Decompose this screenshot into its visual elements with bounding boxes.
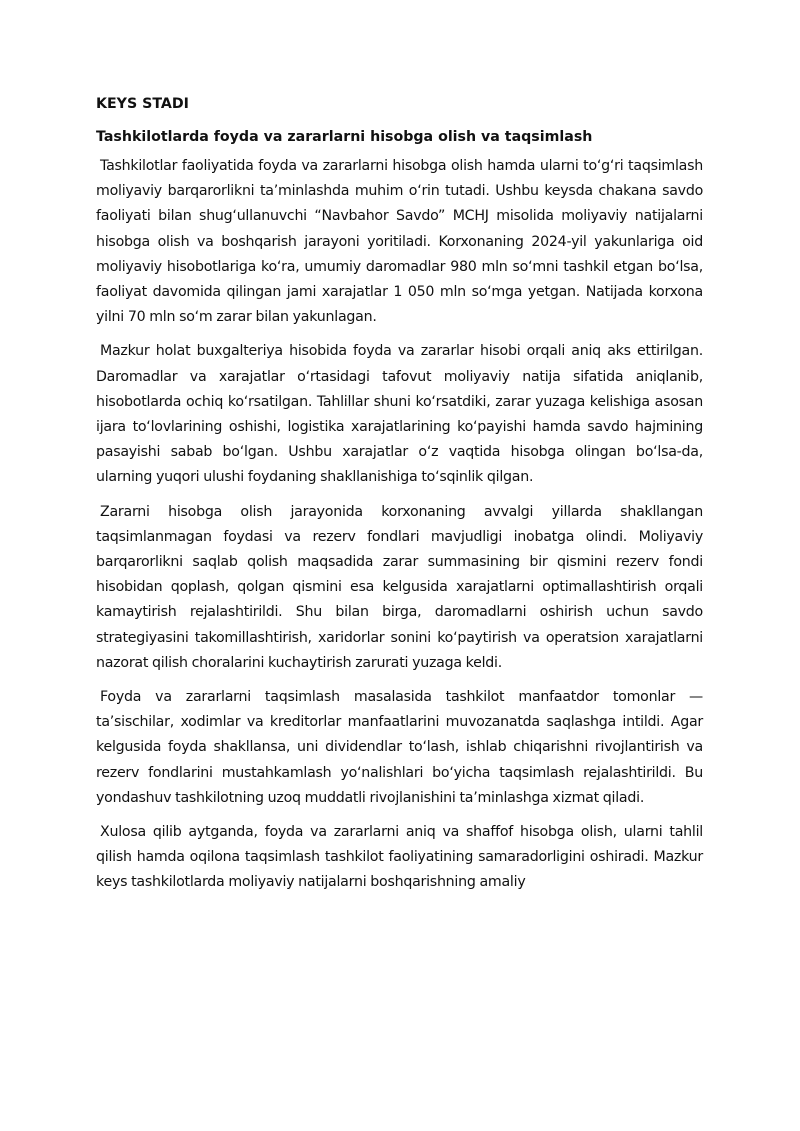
document-heading: KEYS STADI — [96, 96, 189, 112]
document-title: Tashkilotlarda foyda va zararlarni hisobga olish va taqsimlash — [96, 129, 593, 145]
paragraph-conclusion: Xulosa qilib aytganda, foyda va zararlarni aniq va shaffof hisobga olish, ularni tahlil qilish hamda oqilona taqsimlash tashkilot faoliyatining samaradorligini oshiradi. Mazkur keys tashkilotlarda moliyaviy natijalarni boshqarishning amaliy — [96, 824, 703, 891]
paragraph-profit-distribution: Foyda va zararlarni taqsimlash masalasida tashkilot manfaatdor tomonlar — ta’sischilar, xodimlar va kreditorlar manfaatlarini muvozanatda saqlashga intildi. Agar kelgusida foyda shakllansa, uni dividendlar to‘lash, ishlab chiqarishni rivojlantirish va rezerv fondlarini mustahkamlash yo‘nalishlari bo‘yicha taqsimlash rejalashtirildi. Bu yondashuv tashkilotning uzoq muddatli rivojlanishini ta’minlashga xizmat qiladi. — [96, 689, 703, 806]
paragraph-accounting: Mazkur holat buxgalteriya hisobida foyda va zararlar hisobi orqali aniq aks ettirilgan. Daromadlar va xarajatlar o‘rtasidagi tafovut moliyaviy natija sifatida aniqlanib, hisobotlarda ochiq ko‘rsatilgan. Tahlillar shuni ko‘rsatdiki, zarar yuzaga kelishiga asosan ijara to‘lovlarining oshishi, logistika xarajatlarining ko‘payishi hamda savdo hajmining pasayishi sabab bo‘lgan. Ushbu xarajatlar o‘z vaqtida hisobga olingan bo‘lsa-da, ularning yuqori ulushi foydaning shakllanishiga to‘sqinlik qilgan. — [96, 343, 703, 486]
document-page — [96, 92, 703, 905]
paragraph-intro: Tashkilotlar faoliyatida foyda va zararlarni hisobga olish hamda ularni to‘g‘ri taqsimlash moliyaviy barqarorlikni ta’minlashda muhim o‘rin tutadi. Ushbu keysda chakana savdo faoliyati bilan shug‘ullanuvchi “Navbahor Savdo” MCHJ misolida moliyaviy natijalarni hisobga olish va boshqarish jarayoni yoritiladi. Korxonaning 2024-yil yakunlariga oid moliyaviy hisobotlariga ko‘ra, umumiy daromadlar 980 mln so‘mni tashkil etgan bo‘lsa, faoliyat davomida qilingan jami xarajatlar 1 050 mln so‘mga yetgan. Natijada korxona yilni 70 mln so‘m zarar bilan yakunlagan. — [96, 158, 703, 326]
paragraph-loss-coverage: Zararni hisobga olish jarayonida korxonaning avvalgi yillarda shakllangan taqsimlanmagan foydasi va rezerv fondlari mavjudligi inobatga olindi. Moliyaviy barqarorlikni saqlab qolish maqsadida zarar summasining bir qismini rezerv fondi hisobidan qoplash, qolgan qismini esa kelgusida xarajatlarni optimallashtirish orqali kamaytirish rejalashtirildi. Shu bilan birga, daromadlarni oshirish uchun savdo strategiyasini takomillashtirish, xaridorlar sonini ko‘paytirish va operatsion xarajatlarni nazorat qilish choralarini kuchaytirish zarurati yuzaga keldi. — [96, 503, 703, 671]
